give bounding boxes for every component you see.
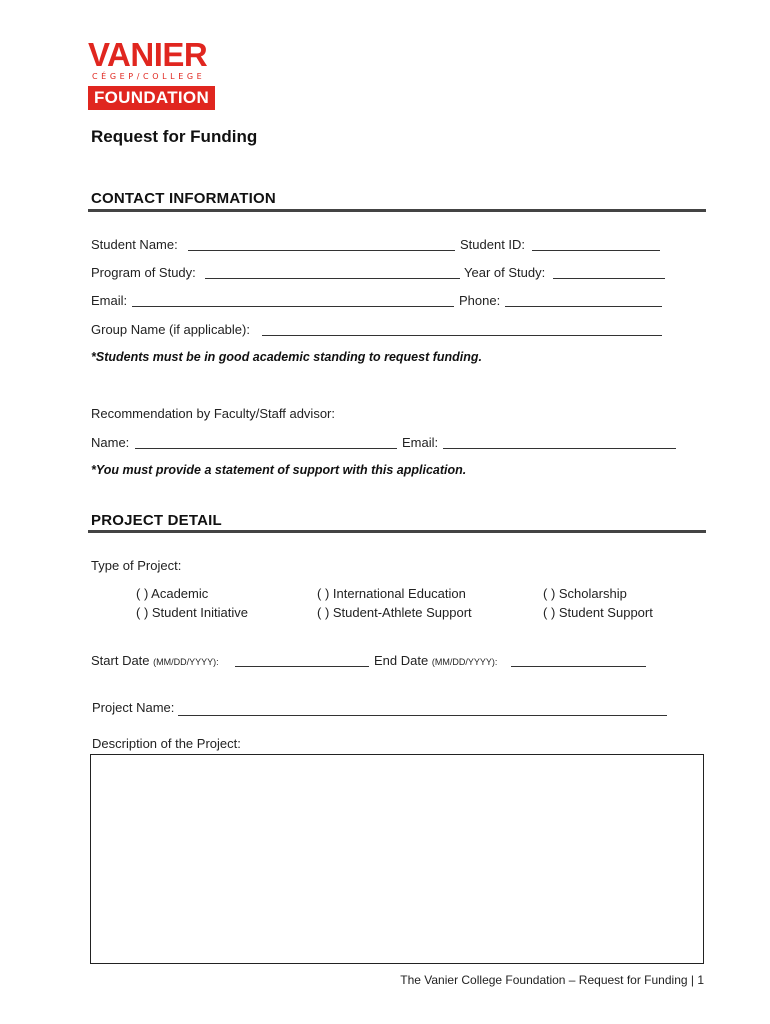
project-name-label: Project Name: — [92, 700, 175, 715]
start-date-text: Start Date — [91, 653, 150, 668]
phone-field[interactable] — [505, 306, 662, 307]
option-international-education[interactable]: ( ) International Education — [317, 586, 466, 601]
email-label: Email: — [91, 293, 128, 308]
program-field[interactable] — [205, 278, 460, 279]
logo-vanier-text: VANIER — [88, 36, 208, 73]
project-divider — [88, 530, 706, 533]
phone-label: Phone: — [459, 293, 501, 308]
group-name-field[interactable] — [262, 335, 662, 336]
student-name-field[interactable] — [188, 250, 455, 251]
end-date-field[interactable] — [511, 666, 646, 667]
start-date-label — [91, 653, 219, 670]
student-id-label: Student ID: — [460, 237, 526, 252]
start-date-format: (MM/DD/YYYY): — [153, 657, 219, 667]
contact-heading: CONTACT INFORMATION — [91, 190, 276, 207]
advisor-email-label: Email: — [402, 435, 439, 450]
academic-standing-note: *Students must be in good academic standing to request funding. — [91, 350, 482, 364]
recommendation-label: Recommendation by Faculty/Staff advisor: — [91, 406, 335, 421]
project-name-field[interactable] — [178, 715, 667, 716]
end-date-text: End Date — [374, 653, 429, 668]
year-field[interactable] — [553, 278, 665, 279]
advisor-email-field[interactable] — [443, 448, 676, 449]
contact-divider — [88, 209, 706, 212]
statement-support-note: *You must provide a statement of support with this application. — [91, 463, 467, 477]
end-date-format: (MM/DD/YYYY): — [431, 657, 498, 667]
project-type-label: Type of Project: — [91, 558, 182, 573]
page-footer: The Vanier College Foundation – Request for Funding | 1 — [400, 973, 704, 987]
logo-foundation-text: FOUNDATION — [88, 86, 215, 110]
year-label: Year of Study: — [464, 265, 546, 280]
project-heading: PROJECT DETAIL — [91, 512, 222, 529]
logo-cegep-text: CÉGEP/COLLEGE — [92, 72, 206, 81]
option-student-initiative[interactable]: ( ) Student Initiative — [136, 605, 248, 620]
advisor-name-field[interactable] — [135, 448, 397, 449]
option-academic[interactable]: ( ) Academic — [136, 586, 209, 601]
advisor-name-label: Name: — [91, 435, 130, 450]
option-scholarship[interactable]: ( ) Scholarship — [543, 586, 627, 601]
student-id-field[interactable] — [532, 250, 660, 251]
group-name-label: Group Name (if applicable): — [91, 322, 250, 337]
description-textbox[interactable] — [90, 754, 704, 964]
option-student-support[interactable]: ( ) Student Support — [543, 605, 653, 620]
page-title: Request for Funding — [91, 127, 258, 146]
start-date-field[interactable] — [235, 666, 369, 667]
description-label: Description of the Project: — [92, 736, 241, 751]
email-field[interactable] — [132, 306, 454, 307]
student-name-label: Student Name: — [91, 237, 178, 252]
option-student-athlete-support[interactable]: ( ) Student-Athlete Support — [317, 605, 472, 620]
end-date-label — [374, 653, 497, 670]
vanier-foundation-logo — [88, 36, 218, 112]
program-label: Program of Study: — [91, 265, 196, 280]
